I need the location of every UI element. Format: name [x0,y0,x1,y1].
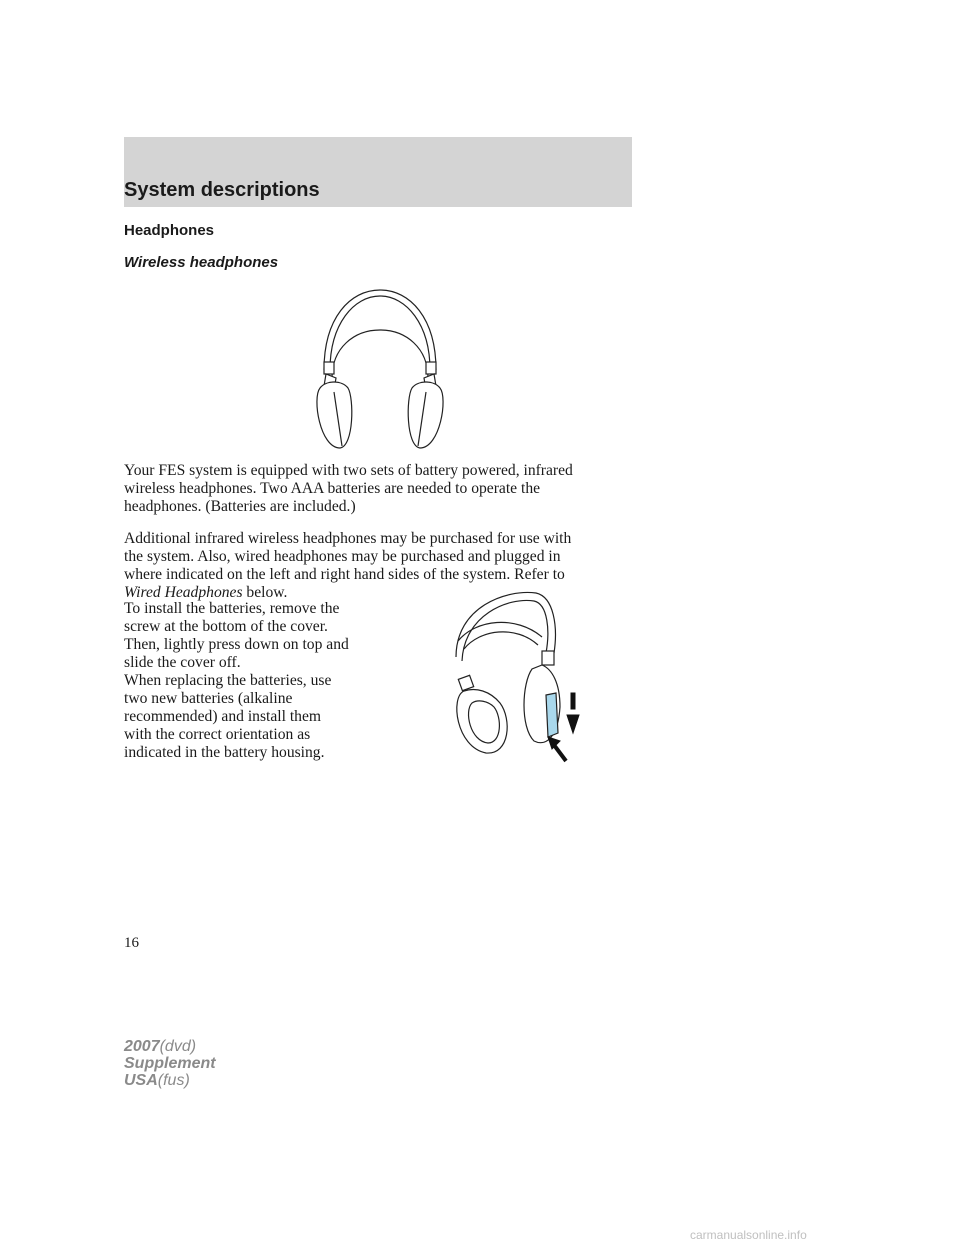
paragraph-install-batteries [124,600,349,672]
footer-variant: (fus) [157,1072,190,1089]
footer-market: USA [124,1072,158,1089]
wired-headphones-reference: Wired Headphones [124,584,243,601]
footer-year: 2007 [124,1038,160,1055]
page-number: 16 [124,935,139,951]
text-line: headphones. (Batteries are included.) [124,498,356,515]
headphones-illustration [310,288,450,450]
subsection-heading: Wireless headphones [124,254,279,271]
footer-supplement: Supplement [124,1055,216,1072]
section-heading: Headphones [124,222,215,239]
text-line: slide the cover off. [124,654,241,671]
footer-line [124,1072,216,1089]
text-line: with the correct orientation as [124,726,311,743]
text-line: To install the batteries, remove the [124,600,340,617]
footer-line [124,1055,216,1072]
page-header-title: System descriptions [124,179,320,201]
paragraph-batteries-intro [124,462,573,516]
watermark: carmanualsonline.info [690,1228,807,1242]
header-band [124,137,632,207]
text-line: where indicated on the left and right hand sides of the system. Refer to [124,566,565,583]
text-line: the system. Also, wired headphones may be purchased and plugged in [124,548,561,565]
footer-line [124,1038,216,1055]
document-footer [124,1038,216,1089]
text-fragment: below. [242,584,288,601]
text-line: recommended) and install them [124,708,322,725]
text-line: Your FES system is equipped with two sets of battery powered, infrared [124,462,573,479]
text-line: wireless headphones. Two AAA batteries are needed to operate the [124,480,541,497]
text-line: two new batteries (alkaline [124,690,293,707]
text-line: indicated in the battery housing. [124,744,325,761]
text-line: screw at the bottom of the cover. [124,618,328,635]
text-line: Then, lightly press down on top and [124,636,349,653]
text-line: When replacing the batteries, use [124,672,332,689]
paragraph-replace-batteries [124,672,331,762]
text-line: Additional infrared wireless headphones may be purchased for use with [124,530,572,547]
headphones-battery-cover-illustration [446,587,588,765]
footer-model: (dvd) [159,1038,197,1055]
